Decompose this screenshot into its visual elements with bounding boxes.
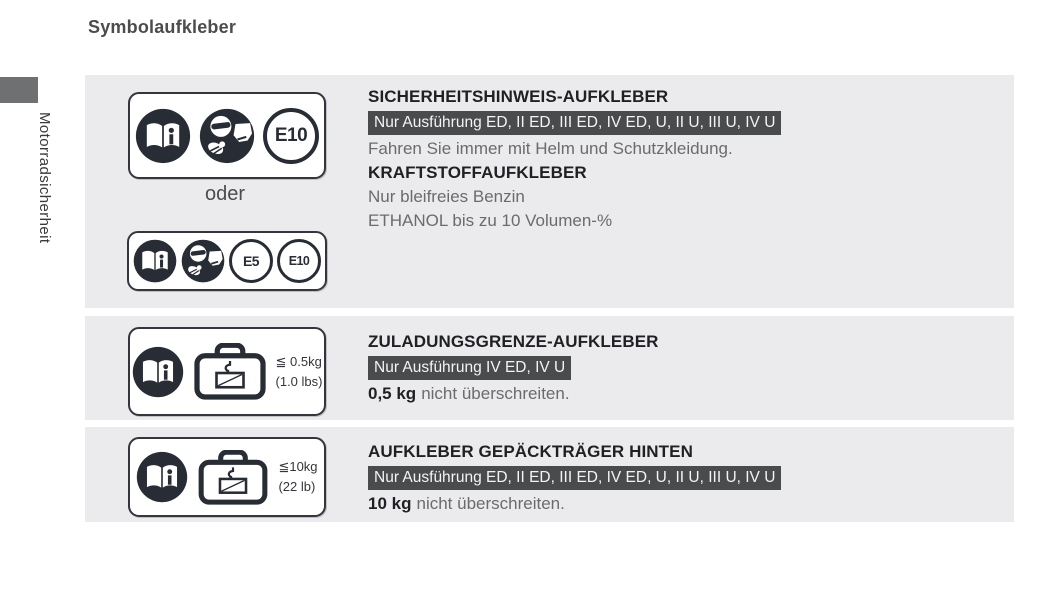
- variant-note-badge: Nur Ausführung ED, II ED, III ED, IV ED, U, II U, III U, IV U: [368, 111, 781, 135]
- safety-sticker-text: [368, 85, 1008, 233]
- weight-value: 0,5 kg: [368, 384, 417, 403]
- luggage-case-icon: [198, 450, 268, 505]
- load-limit-text: [368, 330, 1008, 406]
- body-line: Nur bleifreies Benzin: [368, 187, 525, 206]
- section-heading: SICHERHEITSHINWEIS-AUFKLEBER: [368, 87, 669, 106]
- section-load-limit-sticker: [85, 316, 1014, 420]
- weight-value-rest: nicht überschreiten.: [421, 384, 570, 403]
- weight-limit-alt-label: (22 lb): [278, 479, 316, 494]
- variant-note-badge: Nur Ausführung IV ED, IV U: [368, 356, 571, 380]
- section-heading: ZULADUNGSGRENZE-AUFKLEBER: [368, 332, 659, 351]
- fuel-sticker-image: [127, 231, 327, 291]
- variant-note-badge: Nur Ausführung ED, II ED, III ED, IV ED, U, II U, III U, IV U: [368, 466, 781, 490]
- weight-limit-label: ≦ 0.5kg: [275, 353, 322, 369]
- body-line: Fahren Sie immer mit Helm und Schutzkleidung.: [368, 139, 733, 158]
- body-line: [368, 492, 1008, 516]
- e10-fuel-mark-icon: E10: [263, 108, 319, 164]
- safety-sticker-image: [128, 92, 326, 179]
- rear-carrier-text: [368, 440, 1008, 516]
- weight-limit-label: ≦10kg: [278, 459, 318, 474]
- weight-limit-alt-label: (1.0 lbs): [275, 373, 323, 389]
- section-heading: AUFKLEBER GEPÄCKTRÄGER HINTEN: [368, 442, 693, 461]
- body-line: [368, 382, 1008, 406]
- luggage-case-icon: [194, 343, 266, 400]
- or-label: oder: [204, 183, 246, 205]
- protective-gear-icon: [199, 108, 255, 164]
- owners-manual-book-icon: [132, 346, 184, 398]
- e5-fuel-mark-icon: E5: [229, 239, 273, 283]
- protective-gear-icon: [181, 239, 225, 283]
- body-line: ETHANOL bis zu 10 Volumen-%: [368, 211, 613, 230]
- owners-manual-book-icon: [136, 451, 188, 503]
- section-rear-carrier-sticker: [85, 427, 1014, 522]
- rear-carrier-sticker-image: [128, 437, 326, 517]
- weight-value-rest: nicht überschreiten.: [416, 494, 565, 513]
- e10-fuel-mark-icon: E10: [277, 239, 321, 283]
- chapter-tab-label: Motorradsicherheit: [36, 112, 53, 244]
- weight-value: 10 kg: [368, 494, 412, 513]
- page-title: Symbolaufkleber: [88, 17, 237, 37]
- load-limit-sticker-image: [128, 327, 326, 416]
- owners-manual-book-icon: [133, 239, 177, 283]
- section-heading: KRAFTSTOFFAUFKLEBER: [368, 163, 587, 182]
- owners-manual-book-icon: [135, 108, 191, 164]
- section-safety-sticker: [85, 75, 1014, 308]
- chapter-tab-marker: [0, 77, 38, 103]
